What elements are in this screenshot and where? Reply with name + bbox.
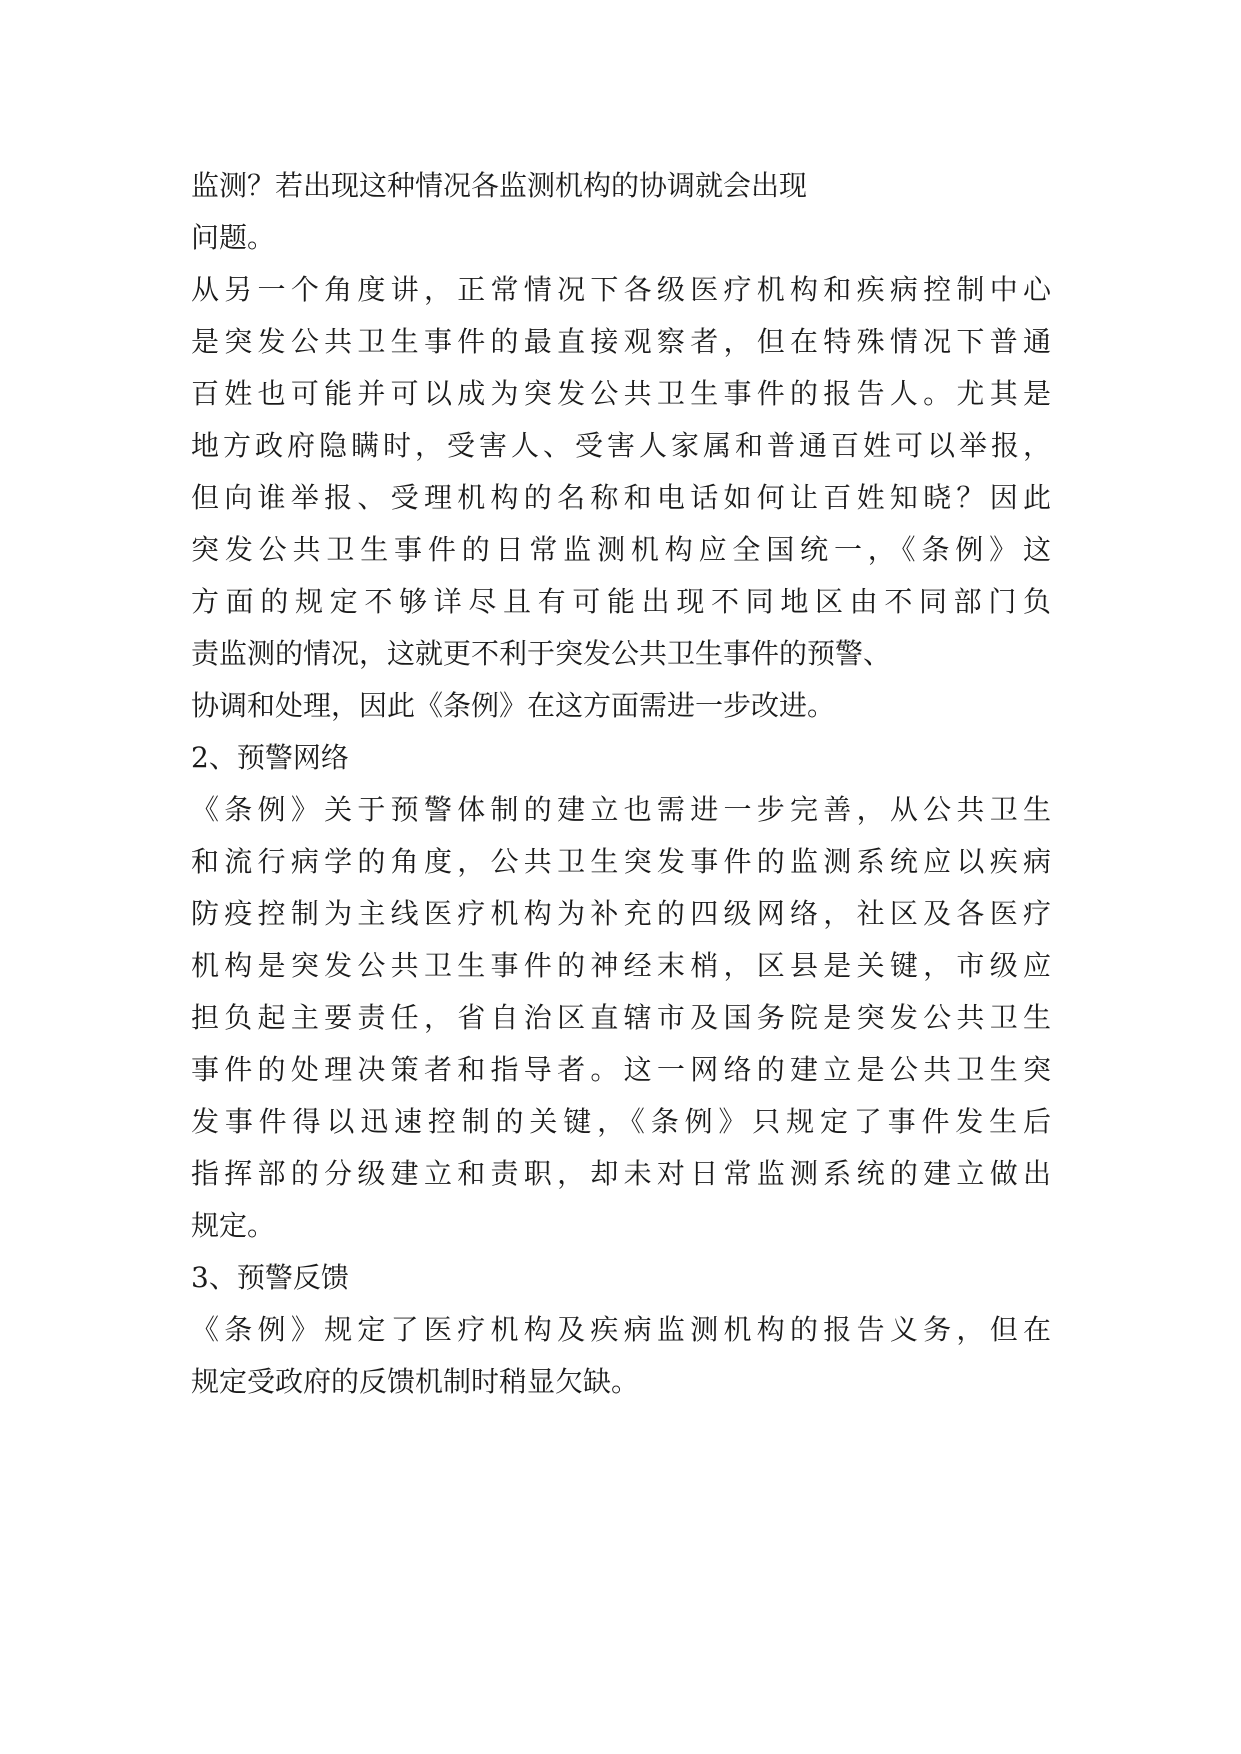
text-line: 《条例》关于预警体制的建立也需进一步完善，从公共卫生 <box>191 793 1051 826</box>
text-line: 地方政府隐瞒时，受害人、受害人家属和普通百姓可以举报， <box>191 429 1051 462</box>
text-line: 规定受政府的反馈机制时稍显欠缺。 <box>191 1365 640 1398</box>
text-line: 《条例》规定了医疗机构及疾病监测机构的报告义务，但在 <box>191 1313 1051 1346</box>
text-line: 和流行病学的角度，公共卫生突发事件的监测系统应以疾病 <box>191 845 1051 878</box>
text-line: 规定。 <box>191 1209 276 1242</box>
text-line: 事件的处理决策者和指导者。这一网络的建立是公共卫生突 <box>191 1053 1051 1086</box>
text-line: 百姓也可能并可以成为突发公共卫生事件的报告人。尤其是 <box>191 377 1051 410</box>
section-heading: 3、预警反馈 <box>191 1261 349 1294</box>
text-line: 发事件得以迅速控制的关键，《条例》只规定了事件发生后 <box>191 1105 1051 1138</box>
section-heading: 2、预警网络 <box>191 741 349 774</box>
text-line: 突发公共卫生事件的日常监测机构应全国统一，《条例》这 <box>191 533 1051 566</box>
text-line: 协调和处理，因此《条例》在这方面需进一步改进。 <box>191 689 836 722</box>
text-line: 但向谁举报、受理机构的名称和电话如何让百姓知晓？因此 <box>191 481 1051 514</box>
text-line: 担负起主要责任，省自治区直辖市及国务院是突发公共卫生 <box>191 1001 1051 1034</box>
text-line: 问题。 <box>191 221 276 254</box>
text-line: 方面的规定不够详尽且有可能出现不同地区由不同部门负 <box>191 585 1051 618</box>
document-page <box>191 160 1051 1408</box>
text-line: 监测？若出现这种情况各监测机构的协调就会出现 <box>191 169 808 202</box>
text-line: 从另一个角度讲，正常情况下各级医疗机构和疾病控制中心 <box>191 273 1051 306</box>
text-line: 责监测的情况，这就更不利于突发公共卫生事件的预警、 <box>191 637 892 670</box>
text-line: 防疫控制为主线医疗机构为补充的四级网络，社区及各医疗 <box>191 897 1051 930</box>
text-line: 机构是突发公共卫生事件的神经末梢，区县是关键，市级应 <box>191 949 1051 982</box>
text-line: 指挥部的分级建立和责职，却未对日常监测系统的建立做出 <box>191 1157 1051 1190</box>
text-line: 是突发公共卫生事件的最直接观察者，但在特殊情况下普通 <box>191 325 1051 358</box>
